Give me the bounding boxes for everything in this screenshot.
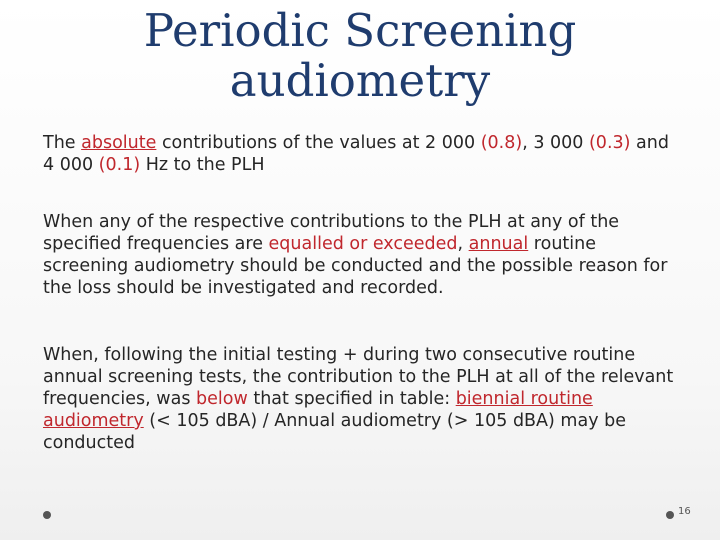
text-segment: , — [457, 234, 469, 254]
text-segment: contributions of the values at 2 000 — [156, 133, 481, 153]
highlight-value-3000: (0.3) — [588, 133, 631, 153]
slide-title — [0, 6, 720, 106]
text-segment: The — [43, 133, 82, 153]
highlight-value-4000: (0.1) — [98, 155, 141, 175]
highlight-annual: annual — [468, 234, 529, 254]
text-segment: Hz to the PLH — [140, 155, 265, 175]
slide-title-line-2: audiometry — [229, 54, 491, 107]
paragraph-biennial-rule — [43, 344, 683, 454]
text-segment: and 4 000 — [43, 133, 669, 175]
highlight-biennial-routine-audiometry: biennial routine audiometry — [43, 389, 593, 431]
text-segment: routine screening audiometry should be conducted and the possible reason for the loss should be investigated and recorded. — [43, 234, 668, 298]
highlight-below: below — [196, 389, 248, 409]
footer-bullet-right — [666, 511, 674, 519]
highlight-equalled-or-exceeded: equalled or exceeded — [268, 234, 458, 254]
text-segment: When, following the initial testing + during two consecutive routine annual screening tests, the contribution to the PLH at all of the relevant frequencies, was — [43, 345, 674, 409]
text-segment: that specified in table: — [247, 389, 456, 409]
highlight-absolute: absolute — [81, 133, 157, 153]
paragraph-contributions — [43, 132, 683, 176]
text-segment: , 3 000 — [522, 133, 589, 153]
highlight-value-2000: (0.8) — [480, 133, 523, 153]
footer-bullet-left — [43, 511, 51, 519]
slide-title-line-1: Periodic Screening — [143, 4, 577, 57]
text-segment: When any of the respective contributions to the PLH at any of the specified frequencies are — [43, 212, 620, 254]
page-number: 16 — [678, 506, 691, 517]
text-segment: (< 105 dBA) / Annual audiometry (> 105 dBA) may be conducted — [43, 411, 626, 453]
paragraph-exceeded-rule — [43, 211, 683, 299]
